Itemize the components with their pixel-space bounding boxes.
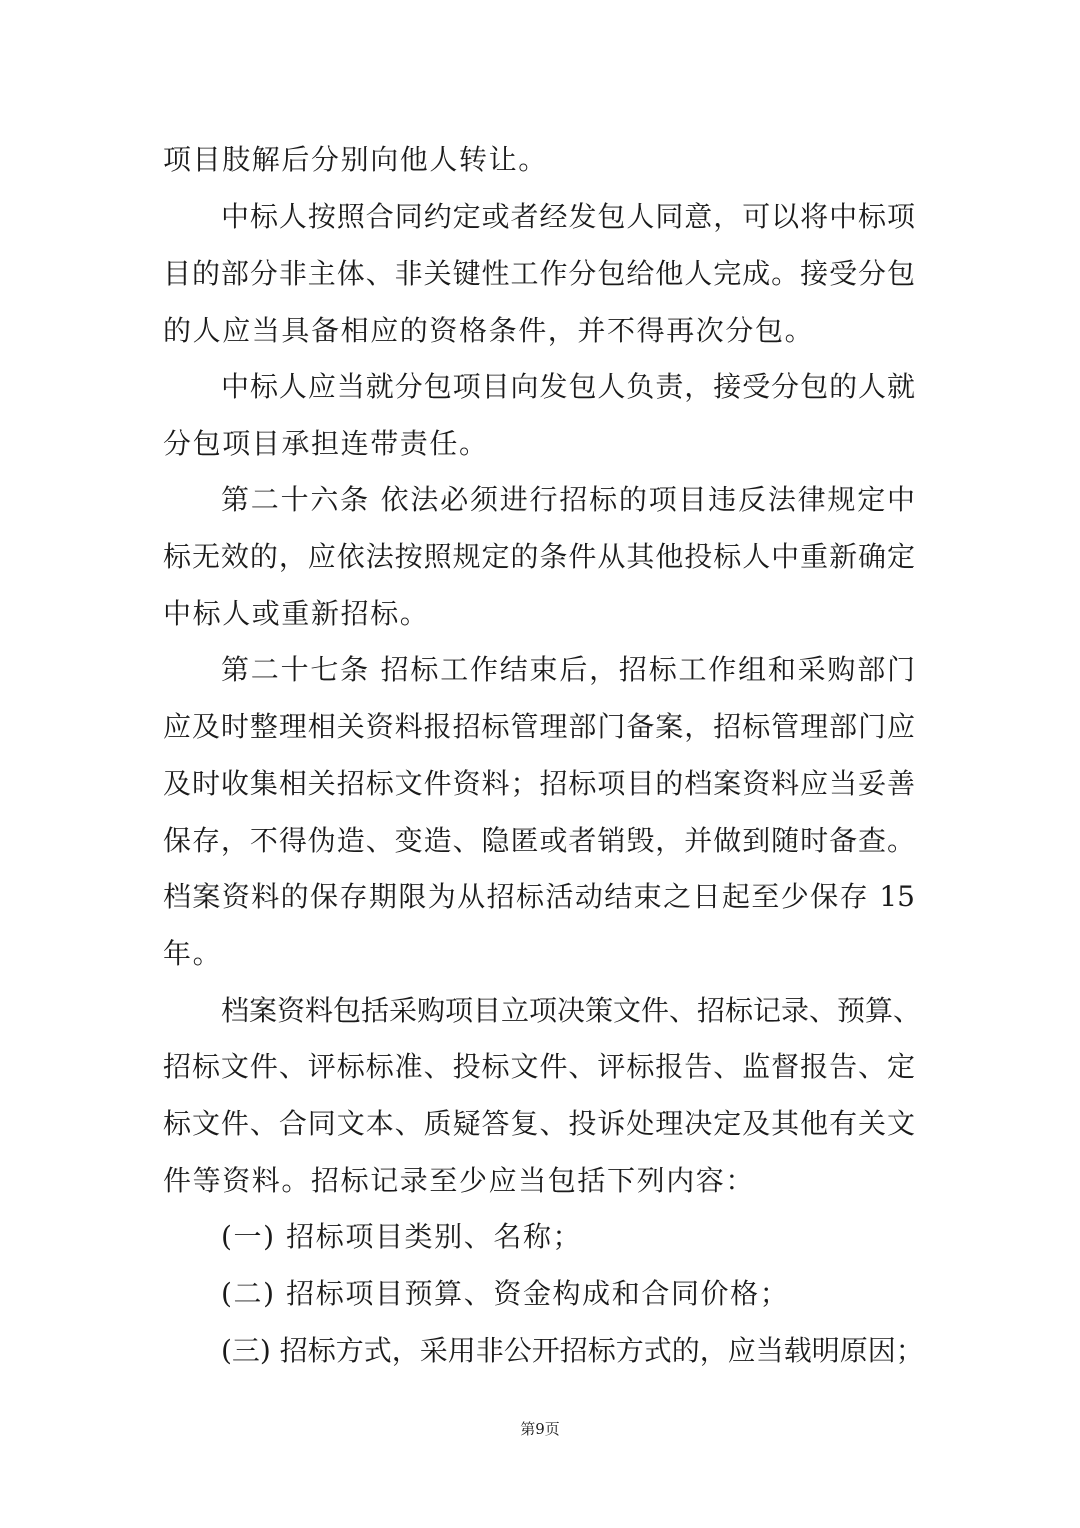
text-line: 中标人按照合同约定或者经发包人同意，可以将中标项	[221, 200, 915, 233]
text-line: 年。	[163, 937, 223, 970]
text-line: 标文件、合同文本、质疑答复、投诉处理决定及其他有关文	[163, 1107, 915, 1140]
text-line: 应及时整理相关资料报招标管理部门备案，招标管理部门应	[163, 710, 915, 743]
text-line: 件等资料。招标记录至少应当包括下列内容：	[163, 1164, 756, 1197]
text-line: 项目肢解后分别向他人转让。	[163, 143, 548, 176]
article-27-line: 第二十七条 招标工作结束后，招标工作组和采购部门	[221, 653, 915, 686]
text-line: 的人应当具备相应的资格条件，并不得再次分包。	[163, 314, 815, 347]
page-number: 第9页	[520, 1420, 560, 1438]
text-line: 档案资料的保存期限为从招标活动结束之日起至少保存 15	[163, 880, 915, 913]
article-26-line: 第二十六条 依法必须进行招标的项目违反法律规定中	[221, 483, 915, 516]
text-line: 保存，不得伪造、变造、隐匿或者销毁，并做到随时备查。	[163, 824, 915, 857]
text-line: 招标文件、评标标准、投标文件、评标报告、监督报告、定	[163, 1050, 915, 1083]
list-item: (一) 招标项目类别、名称；	[221, 1220, 583, 1253]
list-item: (二) 招标项目预算、资金构成和合同价格；	[221, 1277, 790, 1310]
text-line: 目的部分非主体、非关键性工作分包给他人完成。接受分包	[163, 257, 915, 290]
text-line: 中标人应当就分包项目向发包人负责，接受分包的人就	[221, 370, 915, 403]
text-line: 中标人或重新招标。	[163, 597, 430, 630]
list-item: (三) 招标方式，采用非公开招标方式的，应当载明原因；	[221, 1334, 924, 1367]
text-line: 分包项目承担连带责任。	[163, 427, 489, 460]
text-line: 档案资料包括采购项目立项决策文件、招标记录、预算、	[221, 994, 922, 1027]
text-line: 及时收集相关招标文件资料；招标项目的档案资料应当妥善	[163, 767, 915, 800]
text-line: 标无效的，应依法按照规定的条件从其他投标人中重新确定	[163, 540, 915, 573]
